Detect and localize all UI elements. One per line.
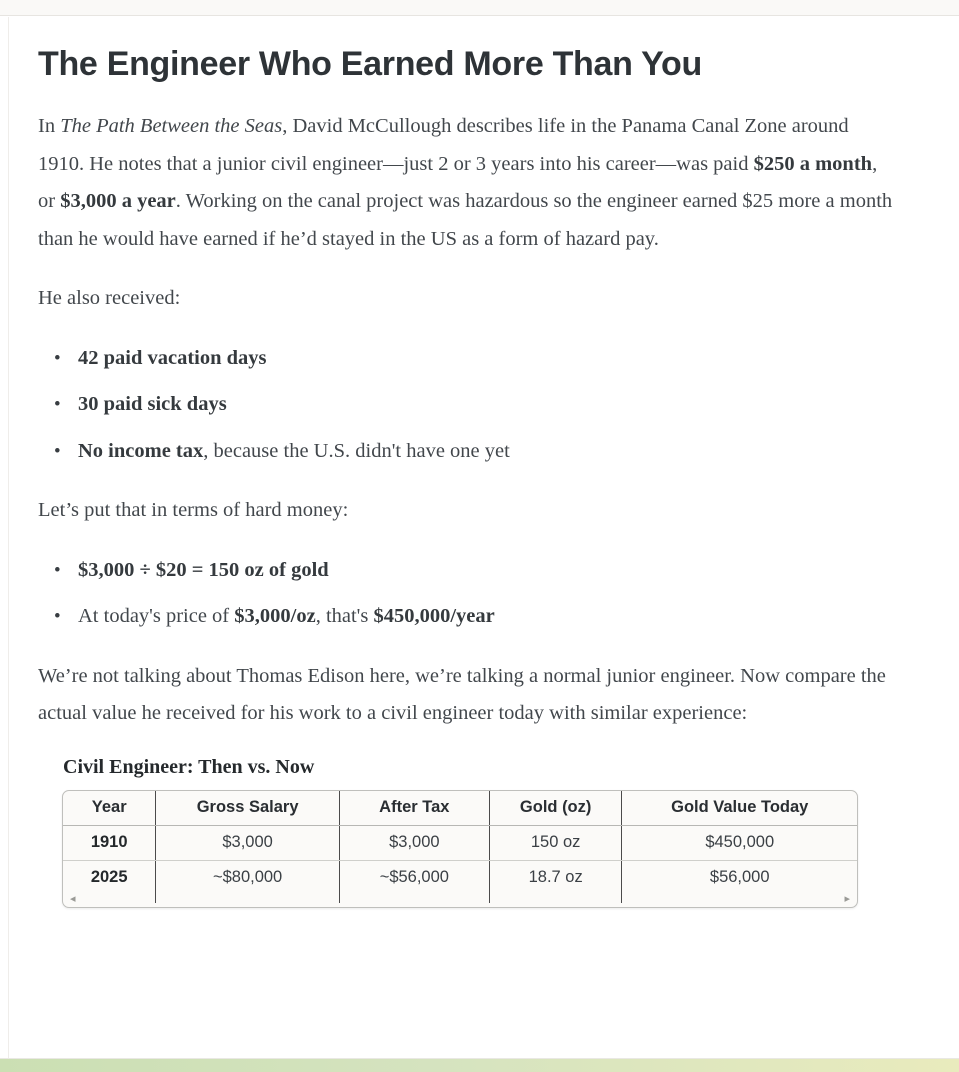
table-cell: 1910 bbox=[63, 825, 156, 860]
table-header-cell: Year bbox=[63, 791, 156, 826]
text-run: , because the U.S. didn't have one yet bbox=[203, 439, 510, 462]
table-scroll-container[interactable] bbox=[62, 790, 858, 908]
text-run: The Path Between the Seas bbox=[60, 115, 283, 138]
received-heading: He also received: bbox=[38, 287, 181, 310]
text-run: $3,000 a year bbox=[60, 190, 176, 213]
text-run: 30 paid sick days bbox=[78, 393, 227, 416]
list-item bbox=[54, 552, 897, 590]
list-item bbox=[54, 598, 897, 636]
table-cell: ~$56,000 bbox=[339, 860, 489, 903]
table-title: Civil Engineer: Then vs. Now bbox=[63, 755, 315, 778]
text-run: At today's price of bbox=[78, 605, 235, 628]
text-run: , or bbox=[38, 152, 878, 213]
table-header-row bbox=[63, 791, 857, 826]
bullet-icon: • bbox=[54, 606, 61, 628]
compare-paragraph bbox=[38, 658, 897, 733]
bullet-icon: • bbox=[54, 440, 61, 462]
table-cell: ~$80,000 bbox=[156, 860, 339, 903]
list-item-text bbox=[78, 598, 495, 636]
text-run: $3,000/oz bbox=[234, 605, 316, 628]
table-cell: $450,000 bbox=[622, 825, 857, 860]
text-run: We’re not talking about Thomas Edison here, we’re talking a normal junior engineer. Now compare the actual value he received for his work to a civil engineer today with similar experience: bbox=[38, 664, 886, 725]
table-scroll-left-arrow[interactable]: ◂ bbox=[70, 891, 76, 905]
text-run: , that's bbox=[315, 605, 374, 628]
list-item-text bbox=[78, 552, 329, 590]
intro-paragraph bbox=[38, 108, 897, 258]
list-item-text bbox=[78, 386, 227, 424]
text-run: $3,000 ÷ $20 = 150 oz of gold bbox=[78, 558, 329, 581]
bullet-icon: • bbox=[54, 347, 61, 369]
table-header-cell: Gross Salary bbox=[156, 791, 339, 826]
hard-money-list bbox=[38, 552, 897, 636]
text-run: , David McCullough describes life in the Panama Canal Zone around 1910. He notes that a junior civil engineer—just 2 or 3 years into his career—was paid bbox=[38, 115, 849, 175]
text-run: 42 paid vacation days bbox=[78, 346, 267, 369]
benefits-list bbox=[38, 340, 897, 471]
hard-money-heading: Let’s put that in terms of hard money: bbox=[38, 499, 349, 522]
bullet-icon: • bbox=[54, 559, 61, 581]
table-cell: $56,000 bbox=[709, 867, 770, 886]
table-scroll-right-arrow[interactable]: ▸ bbox=[844, 891, 850, 905]
footer-accent-bar bbox=[0, 1059, 959, 1072]
table-header-cell: Gold (oz) bbox=[489, 791, 622, 826]
text-run: . Working on the canal project was hazardous so the engineer earned $25 more a month than he would have earned if he’d stayed in the US as a form of hazard pay. bbox=[38, 190, 893, 250]
list-item bbox=[54, 386, 897, 424]
table-cell: $3,000 bbox=[156, 825, 339, 860]
table-cell: 18.7 oz bbox=[489, 860, 622, 903]
list-item bbox=[54, 340, 897, 378]
comparison-table-section bbox=[38, 755, 897, 908]
text-run: $450,000/year bbox=[373, 605, 495, 628]
table-row bbox=[63, 860, 857, 903]
table-header-cell: After Tax bbox=[339, 791, 489, 826]
list-item bbox=[54, 433, 897, 471]
bullet-icon: • bbox=[54, 394, 61, 416]
comparison-table bbox=[63, 791, 857, 903]
table-row bbox=[63, 825, 857, 860]
text-run: No income tax bbox=[78, 439, 204, 462]
text-run: In bbox=[38, 115, 61, 138]
table-cell: 2025 bbox=[63, 860, 156, 903]
list-item-text bbox=[78, 340, 267, 378]
list-item-text bbox=[78, 433, 510, 471]
page-title: The Engineer Who Earned More Than You bbox=[38, 45, 702, 83]
table-cell: 150 oz bbox=[489, 825, 622, 860]
table-cell: $3,000 bbox=[339, 825, 489, 860]
text-run: $250 a month bbox=[753, 152, 873, 175]
window-top-edge bbox=[0, 0, 959, 16]
table-header-cell: Gold Value Today bbox=[622, 791, 857, 826]
article-body bbox=[9, 17, 959, 908]
table-body bbox=[63, 825, 857, 903]
table-head bbox=[63, 791, 857, 826]
